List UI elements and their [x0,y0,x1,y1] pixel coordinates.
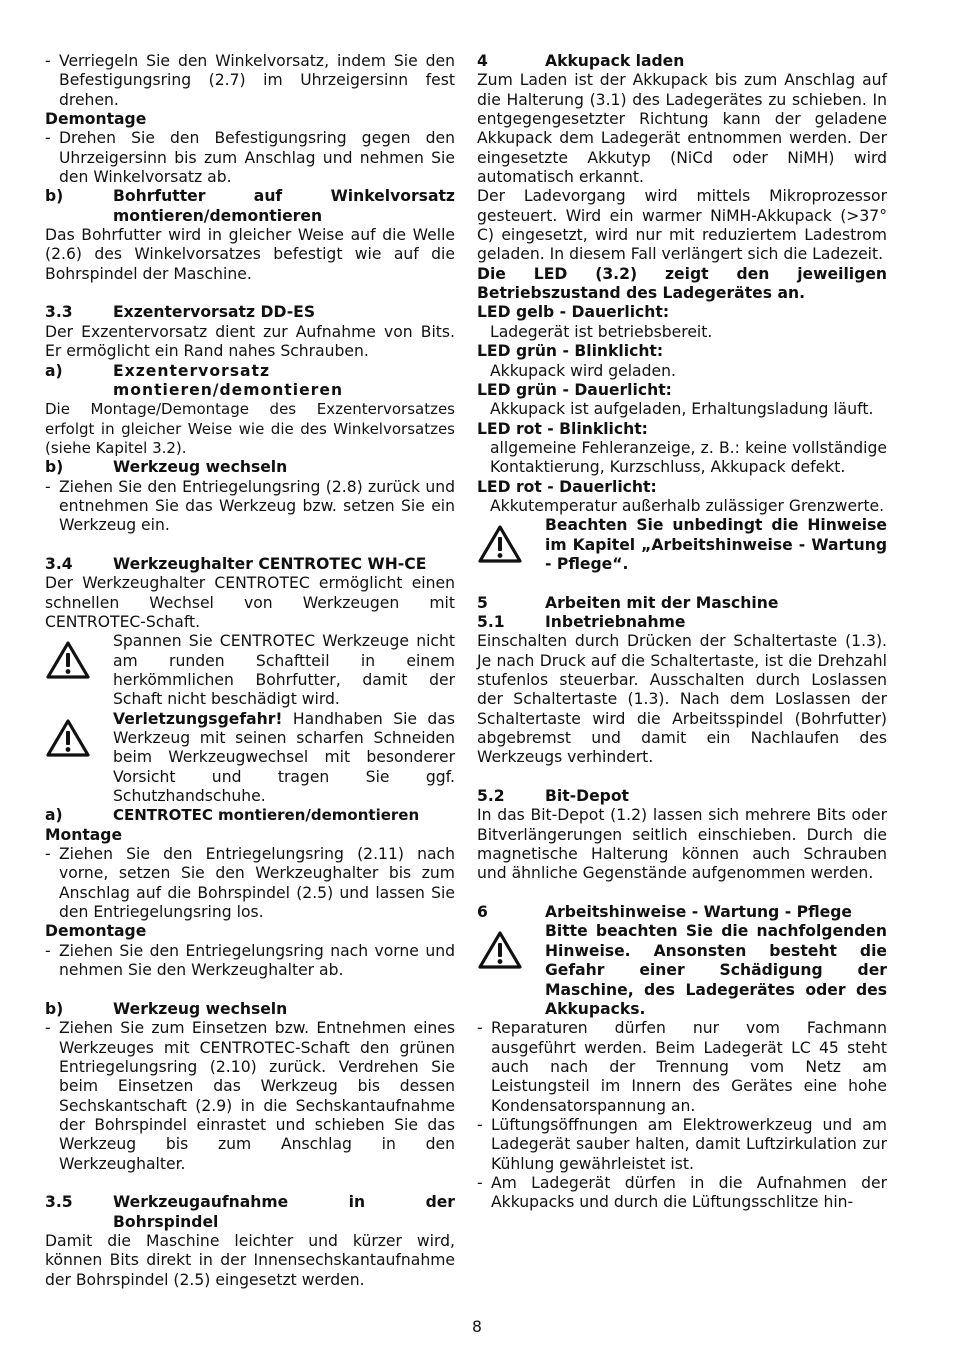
section-title: Inbetriebnahme [545,612,686,631]
section-title: Arbeitshinweise - Wartung - Pflege [545,903,852,922]
warning-note [45,632,455,709]
warning-text: Beachten Sie unbedingt die Hinweise im Kapitel „Arbeitshinweise - Wartung - Pflege“. [545,516,887,573]
section-number: 4 [477,52,488,70]
subheading-demontage: Demontage [45,922,147,941]
section-heading [477,787,887,806]
list-item: - Ziehen Sie den Entriegelungsring nach vorne und nehmen Sie den Werkzeughalter ab. [45,942,455,981]
warning-label: Verletzungsgefahr! [113,709,283,728]
section-number: b) [45,458,64,477]
section-title: Bohrfutter auf Winkelvorsatz montieren/demontieren [113,187,455,225]
section-number: 3.3 [45,303,73,322]
warning-body: Handhaben Sie das Werkzeug mit seinen scharfen Schneiden beim Werkzeugwechsel mit besonderer Vorsicht und tragen Sie ggf. Schutzhandschuhe. [113,709,455,806]
led-description: Ladegerät ist betriebsbereit. [490,322,713,341]
warning-triangle-icon [45,710,113,807]
warning-triangle-icon [477,922,545,1019]
section-title: Werkzeughalter CENTROTEC WH-CE [113,554,427,573]
led-label: LED rot - Blinklicht: [477,419,648,438]
paragraph: Einschalten durch Drücken der Schaltertaste (1.3). Je nach Druck auf die Schaltertaste, ist die Drehzahl stufenlos steuerbar. Ausschalten durch Loslassen der Schaltertaste (1.3). Nach dem Loslassen der Schaltertaste wird die Arbeitsspindel (Bohrfutter) abgebremst und damit ein Nachlaufen des Werkzeugs verhindert. [477,632,887,767]
led-description: Akkupack ist aufgeladen, Erhaltungsladung läuft. [490,400,874,419]
section-title: Werkzeug wechseln [113,458,288,477]
page-number: 8 [472,1318,482,1336]
section-title: Exzentervorsatz montieren/demontieren [113,361,344,399]
warning-text [113,710,455,807]
section-heading [45,458,455,477]
list-item: - Lüftungsöffnungen am Elektrowerkzeug und am Ladegerät sauber halten, damit Luftzirkulation zur Kühlung gewährleistet ist. [477,1116,887,1174]
list-item: - Am Ladegerät dürfen in die Aufnahmen der Akkupacks und durch die Lüftungsschlitze hin- [477,1174,887,1213]
section-number: a) [45,361,63,380]
subheading-montage: Montage [45,825,123,844]
section-number: b) [45,187,64,206]
section-number: b) [45,999,64,1018]
section-heading [45,555,455,574]
paragraph: Zum Laden ist der Akkupack bis zum Anschlag auf die Halterung (3.1) des Ladegerätes zu schieben. In entgegengesetzter Richtung kann der geladene Akkupack dem Ladegerät entnommen werden. Der eingesetzte Akkutyp (NiCd oder NiMH) wird automatisch erkannt. [477,71,887,187]
section-heading [477,903,887,922]
subheading-demontage: Demontage [45,110,147,129]
section-number: 5 [477,593,488,612]
section-heading [45,806,455,825]
section-number: 6 [477,903,488,922]
led-description: allgemeine Fehleranzeige, z. B.: keine vollständige Kontaktierung, Kurzschluss, Akkupack defekt. [490,438,887,477]
list-item: - Ziehen Sie den Entriegelungsring (2.11) nach vorne, setzen Sie den Werkzeughalter bis zum Anschlag auf die Bohrspindel (2.5) und lassen Sie den Entriegelungsring los. [45,845,455,922]
list-item: - Verriegeln Sie den Winkelvorsatz, indem Sie den Befestigungsring (2.7) im Uhrzeigersinn fest drehen. [45,52,455,110]
warning-note [477,516,887,574]
section-title: CENTROTEC montieren/demontieren [113,806,420,825]
section-heading [45,187,455,226]
section-heading [477,613,887,632]
left-column [45,52,455,1290]
section-title: Bit-Depot [545,787,630,806]
list-item: - Reparaturen dürfen nur vom Fachmann ausgeführt werden. Beim Ladegerät LC 45 steht auch nach der Trennung vom Netz am Leistungsteil im Innern des Gerätes eine hohe Kondensatorspannung an. [477,1019,887,1116]
paragraph: Das Bohrfutter wird in gleicher Weise auf die Welle (2.6) des Winkelvorsatzes befestigt wie auf die Bohrspindel der Maschine. [45,226,455,283]
section-title: Werkzeugaufnahme in der Bohrspindel [113,1193,455,1231]
led-label: LED grün - Dauerlicht: [477,380,672,399]
section-title: Exzentervorsatz DD-ES [113,303,316,322]
warning-note [45,710,455,807]
list-item: - Ziehen Sie zum Einsetzen bzw. Entnehmen eines Werkzeuges mit CENTROTEC-Schaft den grünen Entriegelungsring (2.10) zurück. Verdrehen Sie beim Einsetzen das Werkzeug bis dessen Sechskantschaft (2.9) in die Sechskantaufnahme der Bohrspindel einrastet und schieben Sie das Werkzeug bis zum Anschlag in den Werkzeughalter. [45,1019,455,1174]
led-label: LED gelb - Dauerlicht: [477,303,670,322]
paragraph: Der Ladevorgang wird mittels Mikroprozessor gesteuert. Wird ein warmer NiMH-Akkupack (>37° C) eingesetzt, wird nur mit reduziertem Ladestrom geladen. In diesem Fall verlängert sich die Ladezeit. [477,187,887,264]
warning-text: Spannen Sie CENTROTEC Werkzeuge nicht am runden Schaftteil in einem herkömmlichen Bohrfutter, damit der Schaft nicht beschädigt wird. [113,632,455,709]
section-number: 3.5 [45,1193,73,1212]
section-number: 5.2 [477,787,505,806]
section-number: 3.4 [45,554,73,573]
paragraph: Der Werkzeughalter CENTROTEC ermöglicht einen schnellen Wechsel von Werkzeugen mit CENTROTEC-Schaft. [45,574,455,631]
section-number: 5.1 [477,612,505,631]
led-label: LED grün - Blinklicht: [477,342,664,361]
section-number: a) [45,806,63,825]
section-title: Arbeiten mit der Maschine [545,593,779,612]
paragraph: Die Montage/Demontage des Exzentervorsatzes erfolgt in gleicher Weise wie die des Winkelvorsatzes (siehe Kapitel 3.2). [45,400,455,457]
section-heading [45,362,455,401]
section-title: Akkupack laden [545,52,685,70]
paragraph: Der Exzentervorsatz dient zur Aufnahme von Bits. Er ermöglicht ein Rand nahes Schrauben. [45,322,455,361]
section-heading [45,303,455,322]
warning-triangle-icon [45,632,113,709]
section-heading [477,52,887,71]
warning-note [477,922,887,1019]
section-heading [45,1000,455,1019]
led-description: Akkutemperatur außerhalb zulässiger Grenzwerte. [490,496,885,515]
list-item: - Ziehen Sie den Entriegelungsring (2.8) zurück und entnehmen Sie das Werkzeug bzw. setzen Sie ein Werkzeug ein. [45,478,455,536]
section-heading [45,1193,455,1232]
led-description: Akkupack wird geladen. [490,361,676,380]
paragraph: In das Bit-Depot (1.2) lassen sich mehrere Bits oder Bitverlängerungen seitlich einschieben. Durch die magnetische Halterung können auch Schrauben und ähnliche Gegenstände aufgenommen werden. [477,806,887,883]
list-item: - Drehen Sie den Befestigungsring gegen den Uhrzeigersinn bis zum Anschlag und nehmen Sie den Winkelvorsatz ab. [45,129,455,187]
paragraph: Damit die Maschine leichter und kürzer wird, können Bits direkt in der Innensechskantaufnahme der Bohrspindel (2.5) eingesetzt werden. [45,1231,455,1289]
section-title: Werkzeug wechseln [113,999,288,1018]
paragraph-bold: Die LED (3.2) zeigt den jeweiligen Betriebszustand des Ladegerätes an. [477,264,887,303]
right-column [477,52,887,1213]
warning-text: Bitte beachten Sie die nachfolgenden Hinweise. Ansonsten besteht die Gefahr einer Schädigung der Maschine, des Ladegerätes oder des Akkupacks. [545,922,887,1018]
section-heading [477,594,887,613]
warning-triangle-icon [477,516,545,574]
led-label: LED rot - Dauerlicht: [477,477,657,496]
